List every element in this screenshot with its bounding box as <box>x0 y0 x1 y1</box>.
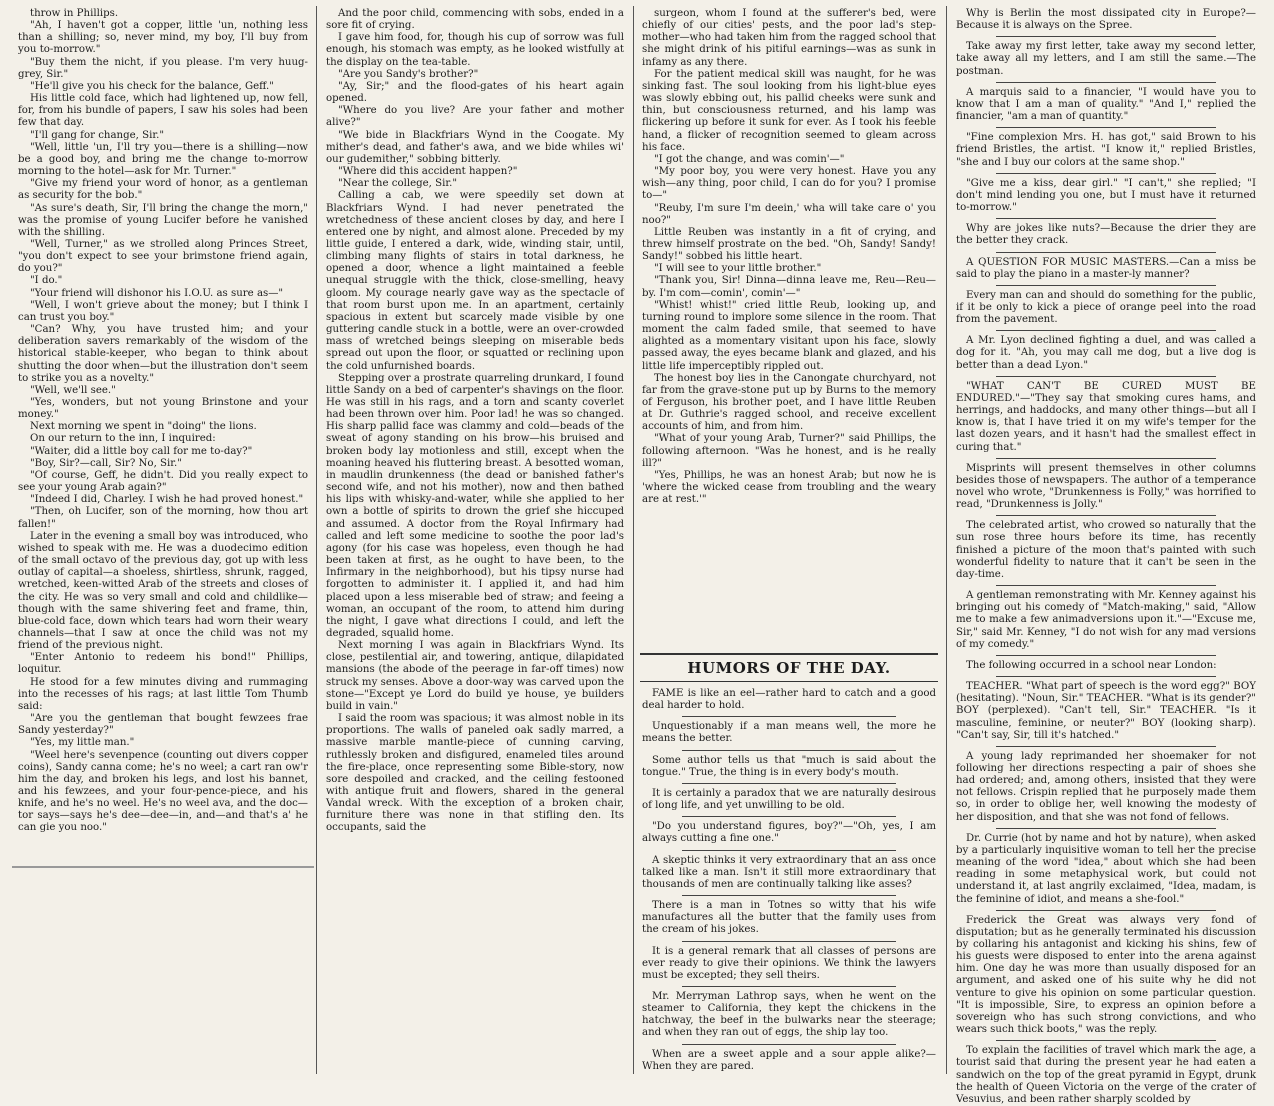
item-separator <box>996 252 1216 253</box>
paragraph: "Whist! whist!" cried little Reub, looking up, and turning round to implore some silence in the room. That moment the calm faded smile, that seemed to have alighted as a momentary visitant upon his face, slowly passed away, the eyes became blank and glazed, and his little life imperceptibly rippled out. <box>642 299 936 372</box>
paragraph: Unquestionably if a man means well, the more he means the better. <box>642 721 936 745</box>
paragraph: The following occurred in a school near London: <box>966 659 1217 671</box>
paragraph: "Yes, my little man." <box>30 737 135 749</box>
column-2 <box>320 8 630 1074</box>
paragraph: Next morning I was again in Blackfriars Wynd. Its close, pestilential air, and towering, antique, dilapidated mansions (the abode of the peerage in far-off times) now struck my senses. Above a door-way was carved upon the stone—"Except ye Lord do build ye house, ye builders build in vain." <box>326 640 624 712</box>
item-separator <box>682 850 896 851</box>
paragraph: FAME is like an eel—rather hard to catch and a good deal harder to hold. <box>642 688 936 712</box>
paragraph: "Of course, Geff, he didn't. Did you really expect to see your young Arab again?" <box>18 469 308 494</box>
paragraph: A Mr. Lyon declined fighting a duel, and was called a dog for it. "Ah, you may call me dog, but a live dog is better than a dead Lyon." <box>956 335 1256 371</box>
paragraph: "Well, I won't grieve about the money; but I think I can trust you boy." <box>18 299 308 323</box>
paragraph: His little cold face, which had lightened up, now fell, for, from his bundle of papers, I saw his soles had been few that day. <box>18 93 308 129</box>
item-separator <box>682 716 896 717</box>
paragraph: Calling a cab, we were speedily set down at Blackfriars Wynd. I had never penetrated the wretchedness of these ancient closes by day, and here I entered one by night, and almost alone. Preceded by my little guide, I entered a dark, wide, winding stair, until, climbing many flights of stairs in total darkness, he opened a door, whence a light maintained a feeble unequal struggle with the thick, close-smelling, heavy gloom. My courage nearly gave way as the spectacle of that room burst upon me. In an apartment, certainly spacious in extent but scarcely made visible by one guttering candle stuck in a bottle, were an over-crowded mass of wretched beings sleeping on miserable beds spread out upon the floor, or squatted or reclining upon the cold unfurnished boards. <box>326 190 624 372</box>
item-separator <box>996 910 1216 911</box>
paragraph: Some author tells us that "much is said about the tongue." True, the thing is in every body's mouth. <box>642 754 936 778</box>
item-separator <box>996 655 1216 656</box>
paragraph: I said the room was spacious; it was almost noble in its proportions. The walls of paneled oak sadly marred, a massive marble mantle-piece of cunning carving, ruthlessly broken and disfigured, enameled tiles around the fire-place, once representing some Bible-story, now sore despoiled and cracked, and the ceiling festooned with antique fruit and flowers, shared in the general Vandal wreck. With the exception of a broken chair, furniture there was none in that stifling den. Its occupants, said the <box>326 713 624 834</box>
humors-section <box>636 688 942 1073</box>
item-separator <box>996 458 1216 459</box>
paragraph: There is a man in Totnes so witty that his wife manufactures all the butter that the family uses from the cream of his jokes. <box>642 900 936 936</box>
paragraph: He stood for a few minutes diving and rummaging into the recesses of his rags; at last little Tom Thumb said: <box>18 676 308 712</box>
paragraph: Why is Berlin the most dissipated city in Europe?—Because it is always on the Spree. <box>956 8 1256 32</box>
item-separator <box>996 1040 1216 1041</box>
paragraph: "Enter Antonio to redeem his bond!" Phillips, loquitur. <box>18 652 308 676</box>
paragraph: "I'll gang for change, Sir." <box>30 129 165 141</box>
paragraph: "Weel here's sevenpence (counting out divers copper coins), Sandy canna come; he's no weel; a cart ran ow'r him the day, and broken his legs, and lost his bannet, and his fewzees, and your four-pence-piece, and his knife, and he's no weel. He's no weel ava, and the doc—tor says—says he's dee—dee—in, and—and that's a' he can gie you noo." <box>18 749 308 834</box>
paragraph: "He'll give you his check for the balance, Geff." <box>30 80 274 92</box>
item-separator <box>996 585 1216 586</box>
item-separator <box>996 285 1216 286</box>
paragraph: When are a sweet apple and a sour apple alike?—When they are pared. <box>642 1048 936 1072</box>
paragraph: "Well, we'll see." <box>30 384 116 396</box>
paragraph: And the poor child, commencing with sobs, ended in a sore fit of crying. <box>326 8 624 32</box>
story-ending <box>636 8 942 646</box>
paragraph: A young lady reprimanded her shoemaker for not following her directions respecting a pair of shoes she had ordered; and, among others, insisted that they were not fellows. Crispin replied that he purposely made them so, in order to oblige her, well knowing the modesty of her disposition, and that she was not fond of fellows. <box>956 750 1256 823</box>
paragraph: "Your friend will dishonor his I.O.U. as sure as—" <box>30 287 284 299</box>
paragraph: "Do you understand figures, boy?"—"Oh, yes, I am always cutting a fine one." <box>642 821 936 845</box>
item-separator <box>996 376 1216 377</box>
paragraph: Why are jokes like nuts?—Because the drier they are the better they crack. <box>956 223 1256 247</box>
column-4 <box>950 8 1262 1105</box>
paragraph: "Where do you live? Are your father and mother alive?" <box>326 105 624 129</box>
paragraph: The honest boy lies in the Canongate churchyard, not far from the grave-stone put up by Burns to the memory of Ferguson, his brother poet, and I have little Reuben at Dr. Guthrie's ragged school, and receive excellent accounts of him, and from him. <box>642 372 936 433</box>
paragraph: surgeon, whom I found at the sufferer's bed, were chiefly of our cities' pests, and the poor lad's step-mother—who had taken him from the ragged school that she might drink of his pitiful earnings—was as sunk in infamy as any there. <box>642 8 936 68</box>
paragraph: "Indeed I did, Charley. I wish he had proved honest." <box>30 494 304 506</box>
item-separator <box>682 816 896 817</box>
paragraph: "Then, oh Lucifer, son of the morning, how thou art fallen!" <box>18 506 308 530</box>
paragraph: Mr. Merryman Lathrop says, when he went on the steamer to California, they kept the chickens in the hatchway, the beef in the bulwarks near the steerage; and when they ran out of eggs, the ship lay too. <box>642 990 936 1039</box>
paragraph: "Yes, Phillips, he was an honest Arab; but now he is 'where the wicked cease from troubling and the weary are at rest.'" <box>642 469 936 506</box>
paragraph: "WHAT CAN'T BE CURED MUST BE ENDURED."—"They say that smoking cures hams, and herrings, and haddocks, and many other things—but all I know is, that I have tried it on my wife's temper for the last dozen years, and it hasn't had the smallest effect in curing that." <box>956 380 1256 453</box>
paragraph: "Thank you, Sir! Dinna—dinna leave me, Reu—Reu—by. I'm com—comin', comin'—" <box>642 275 936 299</box>
paragraph: Every man can and should do something for the public, if it be only to kick a piece of orange peel into the road from the pavement. <box>956 289 1256 326</box>
column-cut-line <box>12 866 314 868</box>
item-separator <box>996 127 1216 128</box>
paragraph: "Give my friend your word of honor, as a gentleman as security for the bob." <box>18 178 308 202</box>
paragraph: "Ah, I haven't got a copper, little 'un, nothing less than a shilling; so, never mind, my boy, I'll buy from you to-morrow." <box>18 20 308 56</box>
paragraph: "I do." <box>30 275 63 287</box>
paragraph: Frederick the Great was always very fond of disputation; but as he generally terminated his discussion by collaring his antagonist and kicking his shins, few of his guests were disposed to enter into the arena against him. One day he was more than usually disposed for an argument, and asked one of his suite why he did not venture to give his opinion on some particular question. "It is impossible, Sire, to express an opinion before a sovereign who has such strong convictions, and who wears such thick boots," was the reply. <box>956 914 1256 1036</box>
item-separator <box>682 941 896 942</box>
item-separator <box>682 783 896 784</box>
paragraph: The celebrated artist, who crowed so naturally that the sun rose three hours before its time, has recently finished a picture of the moon that's painted with such wonderful fidelity to nature that it can't be seen in the day-time. <box>956 520 1256 580</box>
paragraph: "Give me a kiss, dear girl." "I can't," she replied; "I don't mind lending you one, but I must have it returned to-morrow." <box>956 177 1256 214</box>
paragraph: "My poor boy, you were very honest. Have you any wish—any thing, poor child, I can do for you? I promise to—" <box>642 166 936 202</box>
humors-heading: HUMORS OF THE DAY. <box>640 653 938 682</box>
paragraph: For the patient medical skill was naught, for he was sinking fast. The soul looking from his light-blue eyes was slowly ebbing out, his pallid cheeks were sunk and thin, but consciousness returned, and his lamp was flickering up before it sunk for ever. As I took his feeble hand, a flicker of recognition seemed to gleam across his face. <box>642 68 936 153</box>
item-separator <box>996 36 1216 37</box>
paragraph: Next morning we spent in "doing" the lions. <box>30 421 257 433</box>
paragraph: A marquis said to a financier, "I would have you to know that I am a man of quality." "And I," replied the financier, "am a man of quantity." <box>956 86 1256 123</box>
paragraph: "As sure's death, Sir, I'll bring the change the morn," was the promise of young Lucifer before he vanished with the shilling. <box>18 202 308 238</box>
item-separator <box>996 218 1216 219</box>
paragraph: Take away my first letter, take away my second letter, take away all my letters, and I am still the same.—The postman. <box>956 41 1256 77</box>
item-separator <box>682 986 896 987</box>
item-separator <box>996 173 1216 174</box>
paragraph: "Where did this accident happen?" <box>338 166 518 178</box>
paragraph: Stepping over a prostrate quarreling drunkard, I found little Sandy on a bed of carpenter's shavings on the floor. He was still in his rags, and a torn and scanty coverlet had been thrown over him. Poor lad! he was so changed. His sharp pallid face was clammy and cold—beads of the sweat of agony standing on his brow—his bruised and broken body lay motionless and still, except when the moaning heaved his fluttering breast. A besotted woman, in maudlin drunkenness (the dead or banished father's second wife, and not his mother), now and then bathed his lips with whisky-and-water, while she applied to her own a bottle of spirits to drown the grief she hiccuped and assumed. A doctor from the Royal Infirmary had called and left some medicine to soothe the poor lad's agony (for his case was hopeless, even though he had been taken at first, as he ought to have been, to the Infirmary in the neighborhood), but his tipsy nurse had forgotten to administer it. I applied it, and had him placed upon a less miserable bed of straw; and feeing a woman, an occupant of the room, to attend him during the night, I gave what directions I could, and left the degraded, squalid home. <box>326 372 624 639</box>
item-separator <box>682 895 896 896</box>
paragraph: "Buy them the nicht, if you please. I'm very huug-grey, Sir." <box>18 56 308 80</box>
paragraph: Dr. Currie (hot by name and hot by nature), when asked by a particularly inquisitive woman to tell her the precise meaning of the word "idea," about which she had been reading in some metaphysical work, but could not understand it, at last angrily exclaimed, "Idea, madam, is the feminine of idiot, and means a she-fool." <box>956 832 1256 905</box>
paragraph: "Near the college, Sir." <box>338 178 458 190</box>
item-separator <box>996 515 1216 516</box>
item-separator <box>682 750 896 751</box>
paragraph: "Are you Sandy's brother?" <box>338 68 479 80</box>
paragraph: A gentleman remonstrating with Mr. Kenney against his bringing out his comedy of "Match-making," said, "Allow me to make a few animadversions upon it."—"Excuse me, Sir," said Mr. Kenney, "I do not wish for any mad versions of my comedy." <box>956 590 1256 650</box>
item-separator <box>682 1044 896 1045</box>
column-rule <box>316 6 317 1074</box>
paragraph: "We bide in Blackfriars Wynd in the Coogate. My mither's dead, and father's awa, and we bide whiles wi' our gudemither," sobbing bitterly. <box>326 129 624 165</box>
item-separator <box>996 676 1216 677</box>
item-separator <box>996 330 1216 331</box>
column-rule <box>946 6 947 1074</box>
paragraph: Later in the evening a small boy was introduced, who wished to speak with me. He was a duodecimo edition of the small octavo of the previous day, got up with less outlay of capital—a shoeless, shirtless, shrunk, ragged, wretched, keen-witted Arab of the streets and closes of the city. He was so very small and cold and childlike—though with the same shivering feet and frame, thin, blue-cold face, down which tears had worn their weary channels—that I saw at once the child was not my friend of the previous night. <box>18 530 308 652</box>
column-1 <box>12 8 314 1074</box>
paragraph: "Reuby, I'm sure I'm deein,' wha will take care o' you noo?" <box>642 202 936 226</box>
paragraph: "Boy, Sir?—call, Sir? No, Sir." <box>30 457 182 469</box>
paragraph: Little Reuben was instantly in a fit of crying, and threw himself prostrate on the bed. "Oh, Sandy! Sandy! Sandy!" sobbed his little heart. <box>642 226 936 263</box>
paragraph: "I will see to your little brother." <box>654 263 822 275</box>
paragraph: "Waiter, did a little boy call for me to-day?" <box>30 445 253 457</box>
paragraph: It is certainly a paradox that we are naturally desirous of long life, and yet unwilling to be old. <box>642 787 936 812</box>
paragraph: I gave him food, for, though his cup of sorrow was full enough, his stomach was empty, as he looked wistfully at the display on the tea-table. <box>326 32 624 68</box>
paragraph: It is a general remark that all classes of persons are ever ready to give their opinions. We think the lawyers must be excepted; they sell theirs. <box>642 945 936 981</box>
item-separator <box>996 828 1216 829</box>
paragraph: "Yes, wonders, but not young Brinstone and your money." <box>18 397 308 421</box>
paragraph: A skeptic thinks it very extraordinary that an ass once talked like a man. Isn't it still more extraordinary that thousands of men are continually talking like asses? <box>642 854 936 890</box>
column-3 <box>636 8 942 1074</box>
paragraph: "I got the change, and was comin'—" <box>654 153 845 165</box>
paragraph: Misprints will present themselves in other columns besides those of newspapers. The author of a temperance novel who wrote, "Drunkenness is Folly," was horrified to read, "Drunkenness is Jolly." <box>956 462 1256 511</box>
item-separator <box>996 82 1216 83</box>
paragraph: A QUESTION FOR MUSIC MASTERS.—Can a miss be said to play the piano in a master-ly manner? <box>956 256 1256 280</box>
paragraph: On our return to the inn, I inquired: <box>30 433 216 445</box>
paragraph: "Can? Why, you have trusted him; and your deliberation savers remarkably of the wisdom of the historical stable-keeper, who began to think about shutting the door when—but the illustration don't seem to strike you as a novelty." <box>18 324 308 384</box>
paragraph: TEACHER. "What part of speech is the word egg?" BOY (hesitating). "Noun, Sir." TEACHER. "What is its gender?" BOY (perplexed). "Can't tell, Sir." TEACHER. "Is it masculine, feminine, or neuter?" BOY (looking sharp). "Can't say, Sir, till it's hatched." <box>956 681 1256 741</box>
paragraph: "Ay, Sir;" and the flood-gates of his heart again opened. <box>326 80 624 105</box>
paragraph: To explain the facilities of travel which mark the age, a tourist said that during the present year he had eaten a sandwich on the top of the great pyramid in Egypt, drunk the health of Queen Victoria on the verge of the crater of Vesuvius, and been rather sharply scolded by <box>956 1045 1256 1105</box>
paragraph: throw in Phillips. <box>30 8 119 19</box>
paragraph: "Well, Turner," as we strolled along Princes Street, "you don't expect to see your brimstone friend again, do you?" <box>18 238 308 275</box>
paragraph: "What of your young Arab, Turner?" said Phillips, the following afternoon. "Was he honest, and is he really ill?" <box>642 433 936 469</box>
paragraph: "Fine complexion Mrs. H. has got," said Brown to his friend Bristles, the artist. "I know it," replied Bristles, "she and I buy our colors at the same shop." <box>956 132 1256 168</box>
paragraph: "Well, little 'un, I'll try you—there is a shilling—now be a good boy, and bring me the change to-morrow morning to the hotel—ask for Mr. Turner." <box>18 141 308 178</box>
paragraph: "Are you the gentleman that bought fewzees frae Sandy yesterday?" <box>18 713 308 737</box>
column-rule <box>633 6 634 1074</box>
item-separator <box>996 746 1216 747</box>
